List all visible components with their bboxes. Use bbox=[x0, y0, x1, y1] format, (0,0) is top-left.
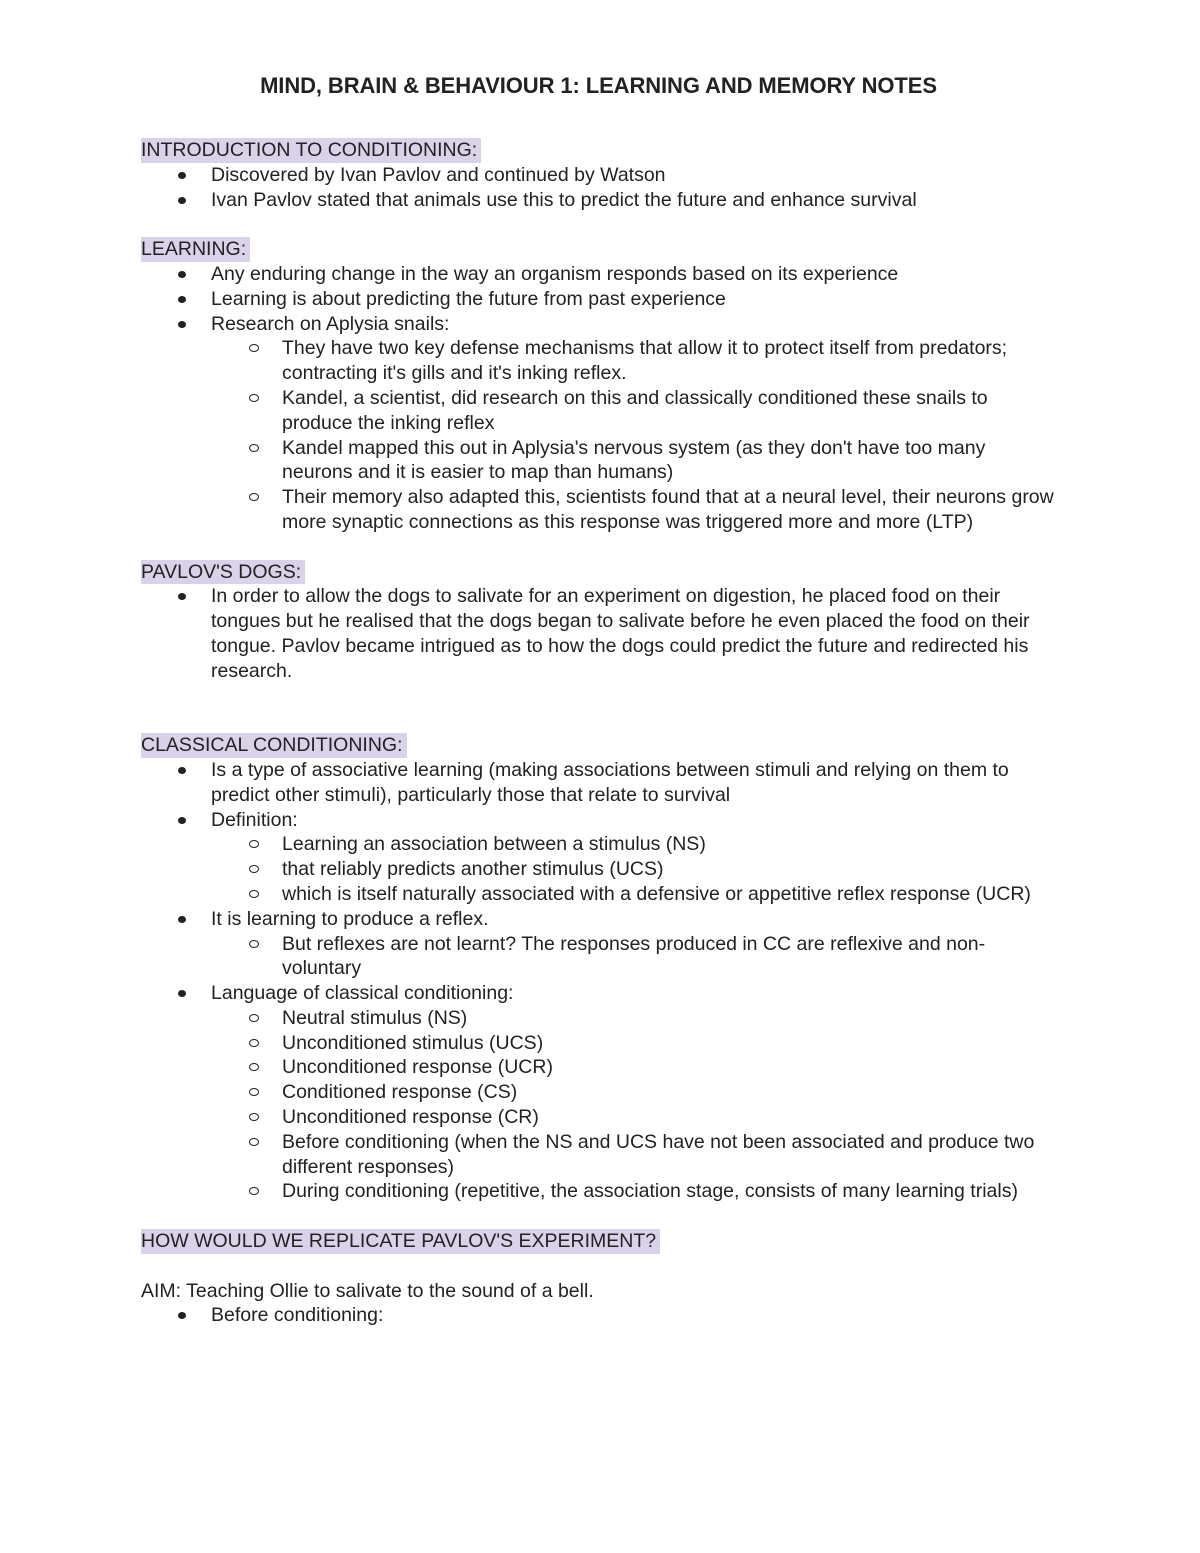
bullet-icon bbox=[178, 271, 186, 278]
aim-paragraph: AIM: Teaching Ollie to salivate to the sound of a bell. bbox=[141, 1279, 594, 1302]
list-item: Language of classical conditioning: bbox=[141, 981, 1061, 1006]
sub-list-item: Unconditioned stimulus (UCS) bbox=[141, 1031, 1061, 1056]
section-learning bbox=[141, 237, 1061, 535]
sub-list-item: Kandel, a scientist, did research on this and classically conditioned these snails to produce the inking reflex bbox=[141, 386, 1061, 436]
circle-bullet-icon bbox=[249, 840, 259, 848]
list-item: Learning is about predicting the future from past experience bbox=[141, 287, 1061, 312]
circle-bullet-icon bbox=[249, 1063, 259, 1071]
list-item: Ivan Pavlov stated that animals use this to predict the future and enhance survival bbox=[141, 188, 1061, 213]
sub-list-item: Conditioned response (CS) bbox=[141, 1080, 1061, 1105]
list-item: Is a type of associative learning (making associations between stimuli and relying on them to predict other stimuli), particularly those that relate to survival bbox=[141, 758, 1061, 808]
bullet-icon bbox=[178, 593, 186, 600]
section-pavlovs-dogs bbox=[141, 560, 1061, 684]
circle-bullet-icon bbox=[249, 444, 259, 452]
sub-list-item: that reliably predicts another stimulus (UCS) bbox=[141, 857, 1061, 882]
bullet-list bbox=[141, 262, 1061, 535]
section-classical-conditioning bbox=[141, 733, 1061, 1204]
sub-list-item: During conditioning (repetitive, the association stage, consists of many learning trials) bbox=[141, 1179, 1061, 1204]
bullet-list bbox=[141, 584, 1061, 683]
list-item: Any enduring change in the way an organism responds based on its experience bbox=[141, 262, 1061, 287]
sub-list-item: Learning an association between a stimulus (NS) bbox=[141, 832, 1061, 857]
circle-bullet-icon bbox=[249, 1014, 259, 1022]
list-item: Research on Aplysia snails: bbox=[141, 312, 1061, 337]
list-item: Discovered by Ivan Pavlov and continued by Watson bbox=[141, 163, 1061, 188]
bullet-list bbox=[141, 163, 1061, 213]
list-item: In order to allow the dogs to salivate for an experiment on digestion, he placed food on their tongues but he realised that the dogs began to salivate before he even placed the food on their tongue. Pavlov became intrigued as to how the dogs could predict the future and redirected his research. bbox=[141, 584, 1061, 683]
bullet-icon bbox=[178, 817, 186, 824]
bullet-icon bbox=[178, 296, 186, 303]
circle-bullet-icon bbox=[249, 865, 259, 873]
circle-bullet-icon bbox=[249, 1039, 259, 1047]
list-item: Before conditioning: bbox=[141, 1303, 1061, 1328]
section-heading: PAVLOV'S DOGS: bbox=[141, 560, 305, 585]
bullet-icon bbox=[178, 197, 186, 204]
circle-bullet-icon bbox=[249, 1088, 259, 1096]
circle-bullet-icon bbox=[249, 1187, 259, 1195]
circle-bullet-icon bbox=[249, 940, 259, 948]
sub-list-item: Unconditioned response (CR) bbox=[141, 1105, 1061, 1130]
list-item: Definition: bbox=[141, 808, 1061, 833]
sub-list-item: Before conditioning (when the NS and UCS have not been associated and produce two different responses) bbox=[141, 1130, 1061, 1180]
sub-list-item: But reflexes are not learnt? The responses produced in CC are reflexive and non-voluntary bbox=[141, 932, 1061, 982]
section-introduction bbox=[141, 138, 1061, 212]
bullet-list bbox=[141, 1303, 1061, 1328]
section-replicate-experiment bbox=[141, 1229, 1061, 1328]
sub-list-item: Neutral stimulus (NS) bbox=[141, 1006, 1061, 1031]
bullet-list bbox=[141, 758, 1061, 1204]
sub-list-item: Their memory also adapted this, scientists found that at a neural level, their neurons grow more synaptic connections as this response was triggered more and more (LTP) bbox=[141, 485, 1061, 535]
circle-bullet-icon bbox=[249, 493, 259, 501]
bullet-icon bbox=[178, 916, 186, 923]
sub-list-item: which is itself naturally associated with a defensive or appetitive reflex response (UCR) bbox=[141, 882, 1061, 907]
sub-list-item: Unconditioned response (UCR) bbox=[141, 1055, 1061, 1080]
bullet-icon bbox=[178, 990, 186, 997]
circle-bullet-icon bbox=[249, 1113, 259, 1121]
section-heading: INTRODUCTION TO CONDITIONING: bbox=[141, 138, 481, 163]
section-heading: HOW WOULD WE REPLICATE PAVLOV'S EXPERIMENT? bbox=[141, 1229, 660, 1254]
list-item: It is learning to produce a reflex. bbox=[141, 907, 1061, 932]
circle-bullet-icon bbox=[249, 1138, 259, 1146]
sub-list-item: They have two key defense mechanisms that allow it to protect itself from predators; contracting it's gills and it's inking reflex. bbox=[141, 336, 1061, 386]
circle-bullet-icon bbox=[249, 890, 259, 898]
bullet-icon bbox=[178, 321, 186, 328]
bullet-icon bbox=[178, 172, 186, 179]
circle-bullet-icon bbox=[249, 394, 259, 402]
bullet-icon bbox=[178, 1312, 186, 1319]
sub-list-item: Kandel mapped this out in Aplysia's nervous system (as they don't have too many neurons and it is easier to map than humans) bbox=[141, 436, 1061, 486]
document-title: MIND, BRAIN & BEHAVIOUR 1: LEARNING AND MEMORY NOTES bbox=[260, 73, 937, 98]
document-page bbox=[141, 70, 1061, 1328]
circle-bullet-icon bbox=[249, 344, 259, 352]
bullet-icon bbox=[178, 767, 186, 774]
section-heading: LEARNING: bbox=[141, 237, 250, 262]
section-heading: CLASSICAL CONDITIONING: bbox=[141, 733, 407, 758]
